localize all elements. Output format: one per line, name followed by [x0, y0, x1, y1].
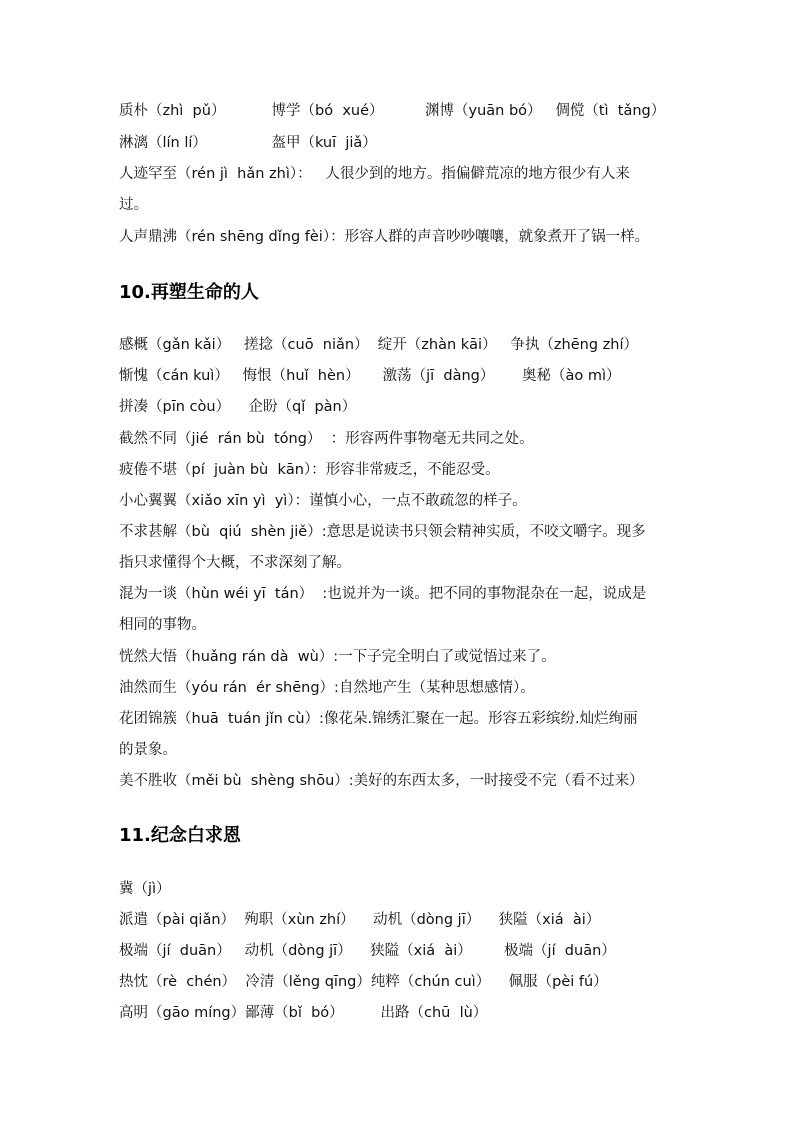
vocab-line: 高明（gāo míng）鄙薄（bǐ bó） 出路（chū lù）: [119, 1005, 488, 1021]
idiom-line-continued: 相同的事物。: [119, 617, 206, 633]
vocab-line: 感概（gǎn kǎi） 搓捻（cuō niǎn） 绽开（zhàn kāi） 争执（zhēng zhí）: [119, 337, 638, 353]
idiom-line: 不求甚解（bù qiú shèn jiě）:意思是说读书只领会精神实质，不咬文嚼字。现多: [119, 524, 646, 540]
idiom-line: 恍然大悟（huǎng rán dà wù）:一下子完全明白了或觉悟过来了。: [119, 649, 556, 665]
section-11-title: 11.纪念白求恩: [119, 825, 241, 846]
idiom-line: 人迹罕至（rén jì hǎn zhì）： 人很少到的地方。指偏僻荒凉的地方很少有人来: [119, 166, 630, 182]
vocab-line: 冀（jì）: [119, 881, 171, 897]
idiom-line: 人声鼎沸（rén shēng dǐng fèi）：形容人群的声音吵吵嚷嚷，就象煮开了锅一样。: [119, 229, 650, 245]
vocab-line: 热忱（rè chén） 冷清（lěng qīng）纯粹（chún cuì） 佩服（pèi fú）: [119, 974, 608, 990]
idiom-line-continued: 指只求懂得个大概，不求深刻了解。: [119, 555, 351, 571]
vocab-line: 淋漓（lín lí） 盔甲（kuī jiǎ）: [119, 135, 377, 151]
idiom-line: 美不胜收（měi bù shèng shōu）:美好的东西太多，一时接受不完（看不过来）: [119, 773, 644, 789]
idiom-line: 油然而生（yóu rán ér shēng）:自然地产生（某种思想感情）。: [119, 680, 535, 696]
vocab-line: 派遣（pài qiǎn） 殉职（xùn zhí） 动机（dòng jī） 狭隘（xiá ài）: [119, 912, 601, 928]
idiom-line: 小心翼翼（xiǎo xīn yì yì）：谨慎小心，一点不敢疏忽的样子。: [119, 493, 527, 509]
idiom-line-continued: 过。: [119, 197, 148, 213]
vocab-line: 质朴（zhì pǔ） 博学（bó xué） 渊博（yuān bó） 倜傥（tì tǎng）: [119, 103, 666, 119]
idiom-line: 截然不同（jié rán bù tóng） ：形容两件事物毫无共同之处。: [119, 431, 534, 447]
vocab-line: 惭愧（cán kuì） 悔恨（huǐ hèn） 激荡（jī dàng） 奥秘（ào mì）: [119, 368, 621, 384]
idiom-line: 混为一谈（hùn wéi yī tán） :也说并为一谈。把不同的事物混杂在一起，说成是: [119, 586, 647, 602]
section-10-title: 10.再塑生命的人: [119, 282, 259, 303]
vocab-line: 拼凑（pīn còu） 企盼（qǐ pàn）: [119, 399, 357, 415]
vocab-line: 极端（jí duān） 动机（dòng jī） 狭隘（xiá ài） 极端（jí duān）: [119, 943, 616, 959]
idiom-line-continued: 的景象。: [119, 742, 177, 758]
idiom-line: 花团锦簇（huā tuán jǐn cù）:像花朵.锦绣汇聚在一起。形容五彩缤纷.灿烂绚丽: [119, 711, 638, 727]
idiom-line: 疲倦不堪（pí juàn bù kān）：形容非常疲乏，不能忍受。: [119, 462, 500, 478]
